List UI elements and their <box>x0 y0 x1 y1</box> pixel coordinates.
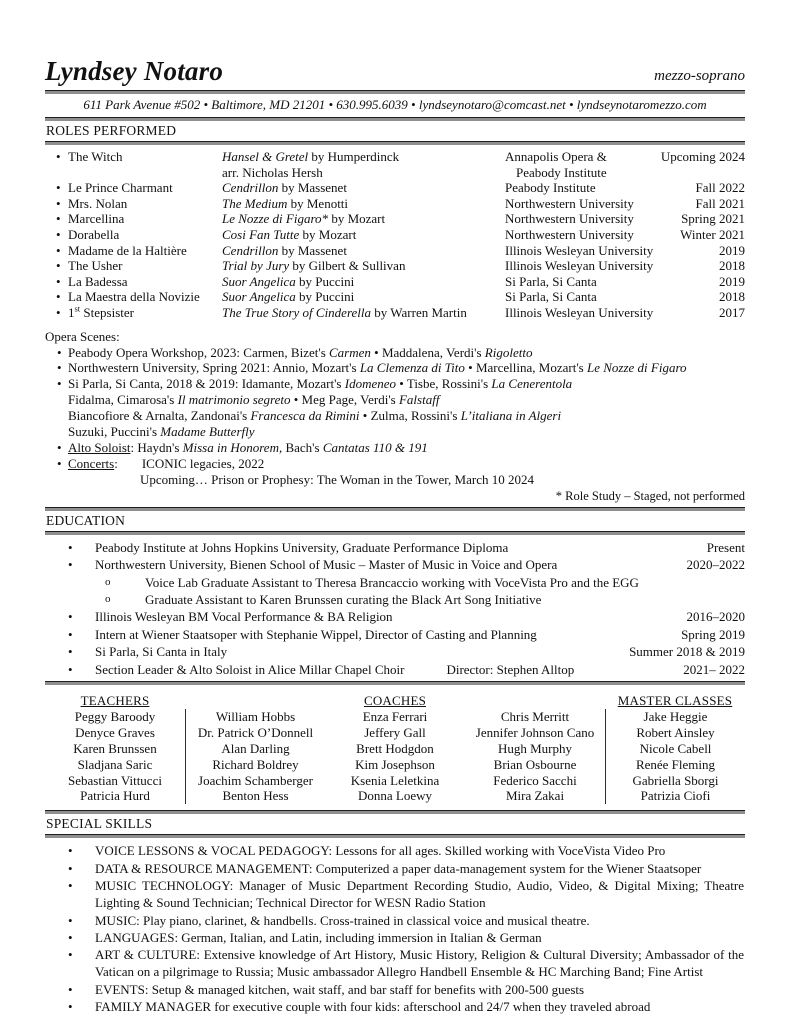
education-subitem: o Graduate Assistant to Karen Brunssen curating the Black Art Song Initiative <box>45 591 745 608</box>
role-name: • Mrs. Nolan <box>45 196 222 212</box>
coaches-header: COACHES <box>363 692 427 708</box>
person-name: Brett Hodgdon <box>356 740 434 756</box>
person-name: Sebastian Vittucci <box>68 772 162 788</box>
role-name: • Marcellina <box>45 211 222 227</box>
work-composer: by Humperdinck <box>308 149 400 164</box>
role-work: Cendrillon by Massenet <box>222 242 347 258</box>
teachers-column <box>45 693 185 804</box>
person-name: Donna Loewy <box>357 788 432 804</box>
scene-line: Suzuki, Puccini's Madame Butterfly <box>68 424 255 440</box>
role-name: • The Witch <box>45 149 222 180</box>
role-study-footnote: * Role Study – Staged, not performed <box>555 488 745 503</box>
master-classes-header: MASTER CLASSES <box>617 692 733 708</box>
education-item: • Si Parla, Si Canta in Italy Summer 2018 & 2019 <box>45 643 745 660</box>
skills-list <box>45 838 745 1015</box>
scene-line-upcoming: Upcoming… Prison or Prophesy: The Woman in the Tower, March 10 2024 <box>140 471 534 487</box>
role-date: 2018 <box>719 289 745 305</box>
person-name: Kim Josephson <box>355 756 435 772</box>
role-venue: Peabody Institute <box>505 180 596 196</box>
person-name: Joachim Schamberger <box>198 772 313 788</box>
role-date: Fall 2021 <box>695 195 745 211</box>
role-venue: Si Parla, Si Canta <box>505 273 597 289</box>
role-venue: Si Parla, Si Canta <box>505 289 597 305</box>
opera-scenes-label: Opera Scenes: <box>45 328 120 344</box>
role-date: 2019 <box>719 273 745 289</box>
person-name: Alan Darling <box>221 740 290 756</box>
role-name: • Dorabella <box>45 227 222 243</box>
person-name: Jennifer Johnson Cano <box>475 724 595 740</box>
scene-line: Biancofiore & Arnalta, Zandonai's Francesca da Rimini • Zulma, Rossini's L’italiana in Algeri <box>68 408 562 424</box>
role-date: 2017 <box>719 304 745 320</box>
role-venue: Illinois Wesleyan University <box>505 304 654 320</box>
role-name: • 1st Stepsister <box>45 305 222 321</box>
education-date: 2021– 2022 <box>683 661 745 677</box>
role-work: Trial by Jury by Gilbert & Sullivan <box>222 258 406 274</box>
teachers-header: TEACHERS <box>80 692 150 708</box>
education-item: • Intern at Wiener Staatsoper with Stephanie Wippel, Director of Casting and Planning Spring 2019 <box>45 626 745 643</box>
role-row <box>45 289 745 305</box>
education-date: 2016–2020 <box>686 609 745 625</box>
person-name: Renée Fleming <box>635 756 716 772</box>
role-venue: Illinois Wesleyan University <box>505 242 654 258</box>
role-work: Suor Angelica by Puccini <box>222 289 355 305</box>
person-name: Peggy Baroody <box>74 708 156 724</box>
choir-director: Director: Stephen Alltop <box>446 661 575 677</box>
role-work: Cosi Fan Tutte by Mozart <box>222 226 357 242</box>
role-row <box>45 274 745 290</box>
scene-line-concerts: • Concerts: ICONIC legacies, 2022 <box>45 456 745 472</box>
role-row <box>45 305 745 321</box>
role-date: Winter 2021 <box>680 226 745 242</box>
role-name: • The Usher <box>45 258 222 274</box>
person-name: Patrizia Ciofi <box>640 788 711 804</box>
person-name: Richard Boldrey <box>212 756 299 772</box>
person-name: Hugh Murphy <box>497 740 573 756</box>
person-name: Karen Brunssen <box>73 740 157 756</box>
role-venue: Illinois Wesleyan University <box>505 258 654 274</box>
role-row <box>45 211 745 227</box>
people-table <box>45 685 745 810</box>
role-row <box>45 258 745 274</box>
role-work <box>222 149 505 180</box>
person-name: Patricia Hurd <box>80 788 150 804</box>
person-name: Brian Osbourne <box>493 756 577 772</box>
role-work: Suor Angelica by Puccini <box>222 273 355 289</box>
role-date: 2019 <box>719 242 745 258</box>
education-item: • Section Leader & Alto Soloist in Alice Millar Chapel Choir Director: Stephen Alltop 2021– 2022 <box>45 661 745 678</box>
person-name: Enza Ferrari <box>362 708 428 724</box>
role-name: • La Badessa <box>45 274 222 290</box>
person-name: Federico Sacchi <box>493 772 577 788</box>
person-name: Denyce Graves <box>75 724 155 740</box>
education-date: 2020–2022 <box>686 557 745 573</box>
role-work: The Medium by Menotti <box>222 195 349 211</box>
role-work: Cendrillon by Massenet <box>222 180 347 196</box>
role-venue: Annapolis Opera & Peabody Institute <box>505 149 607 180</box>
education-subitem: o Voice Lab Graduate Assistant to Theresa Brancaccio working with VoceVista Pro and the EGG <box>45 574 745 591</box>
work-title: Hansel & Gretel <box>222 149 309 164</box>
person-name: Gabriella Sborgi <box>632 772 719 788</box>
role-date: Fall 2022 <box>695 180 745 196</box>
skill-item: • DATA & RESOURCE MANAGEMENT: Computerized a paper data-management system for the Wiener Staatsoper <box>45 860 745 877</box>
education-date: Summer 2018 & 2019 <box>629 644 745 660</box>
person-name: Jake Heggie <box>643 708 708 724</box>
person-name: Sladjana Saric <box>77 756 153 772</box>
candidate-name: Lyndsey Notaro <box>45 56 224 86</box>
education-list <box>45 535 745 681</box>
person-name: Mira Zakai <box>505 788 565 804</box>
education-item: • Illinois Wesleyan BM Vocal Performance & BA Religion 2016–2020 <box>45 608 745 625</box>
role-venue: Northwestern University <box>505 211 634 227</box>
education-section-title: EDUCATION <box>46 512 126 528</box>
coaches-column-2 <box>465 693 605 804</box>
skill-item: • EVENTS: Setup & managed kitchen, wait staff, and bar staff for benefits with 200-500 guests <box>45 981 745 998</box>
role-date: 2018 <box>719 258 745 274</box>
role-date: Spring 2021 <box>681 211 745 227</box>
scene-line: • Peabody Opera Workshop, 2023: Carmen, Bizet's Carmen • Maddalena, Verdi's Rigoletto <box>45 345 745 361</box>
role-venue: Northwestern University <box>505 226 634 242</box>
person-name: Dr. Patrick O’Donnell <box>197 724 314 740</box>
education-item: • Peabody Institute at Johns Hopkins University, Graduate Performance Diploma Present <box>45 539 745 556</box>
education-date: Spring 2019 <box>681 626 745 642</box>
scene-line: Fidalma, Cimarosa's Il matrimonio segreto • Meg Page, Verdi's Falstaff <box>68 392 440 408</box>
education-date: Present <box>706 539 745 555</box>
master-classes-column <box>605 693 745 804</box>
person-name: William Hobbs <box>215 708 296 724</box>
role-row <box>45 227 745 243</box>
skill-item: • ART & CULTURE: Extensive knowledge of Art History, Music History, Religion & Cultural Diversity; Ambassador of the Vatican on a pilgrimage to Russia; Music ambassador Allegro Handbell Ensemble & HC Marching Band; Fine Artist <box>45 946 745 981</box>
scene-line: • Northwestern University, Spring 2021: Annio, Mozart's La Clemenza di Tito • Marcellina, Mozart's Le Nozze di Figaro <box>45 360 745 376</box>
role-row <box>45 149 745 180</box>
role-row <box>45 180 745 196</box>
role-row <box>45 196 745 212</box>
skills-section-title: SPECIAL SKILLS <box>46 816 153 832</box>
person-name: Robert Ainsley <box>636 724 715 740</box>
teachers-column-2 <box>185 693 325 804</box>
role-work: The True Story of Cinderella by Warren Martin <box>222 304 467 320</box>
voice-type: mezzo-soprano <box>654 68 745 84</box>
roles-table <box>45 145 745 323</box>
person-name: Benton Hess <box>222 788 289 804</box>
person-name: Ksenia Leletkina <box>350 772 440 788</box>
scene-line: • Si Parla, Si Canta, 2018 & 2019: Idamante, Mozart's Idomeneo • Tisbe, Rossini's La Cenerentola <box>45 376 745 392</box>
role-name: • La Maestra della Novizie <box>45 289 222 305</box>
role-name: • Le Prince Charmant <box>45 180 222 196</box>
role-date: Upcoming 2024 <box>660 149 745 164</box>
skill-item: • FAMILY MANAGER for executive couple with four kids: afterschool and 24/7 when they traveled abroad <box>45 998 745 1015</box>
skill-item: • MUSIC TECHNOLOGY: Manager of Music Department Recording Studio, Audio, Video, & Digital Mixing; Theatre Lighting & Sound Technician; Technical Director for WESN Radio Station <box>45 877 745 912</box>
work-arranger: arr. Nicholas Hersh <box>222 164 323 180</box>
role-row <box>45 243 745 259</box>
scene-line-alto-soloist: • Alto Soloist: Haydn's Missa in Honorem, Bach's Cantatas 110 & 191 <box>45 440 745 456</box>
header <box>45 56 745 87</box>
skill-item: • MUSIC: Play piano, clarinet, & handbells. Cross-trained in classical voice and musical theatre. <box>45 912 745 929</box>
person-name: Chris Merritt <box>500 708 570 724</box>
opera-scenes <box>45 323 745 488</box>
person-name: Jeffery Gall <box>364 724 426 740</box>
role-work: Le Nozze di Figaro* by Mozart <box>222 211 386 227</box>
coaches-column <box>325 693 465 804</box>
skill-item: • VOICE LESSONS & VOCAL PEDAGOGY: Lessons for all ages. Skilled working with VoceVista Video Pro <box>45 842 745 859</box>
person-name: Nicole Cabell <box>639 740 712 756</box>
role-name: • Madame de la Haltière <box>45 243 222 259</box>
skill-item: • LANGUAGES: German, Italian, and Latin, including immersion in Italian & German <box>45 929 745 946</box>
contact-line: 611 Park Avenue #502 • Baltimore, MD 21201 • 630.995.6039 • lyndseynotaro@comcast.net • lyndseynotaromezzo.com <box>83 97 707 112</box>
roles-section-title: ROLES PERFORMED <box>46 123 177 138</box>
role-venue: Northwestern University <box>505 195 634 211</box>
education-item: • Northwestern University, Bienen School of Music – Master of Music in Voice and Opera 2020–2022 <box>45 556 745 573</box>
